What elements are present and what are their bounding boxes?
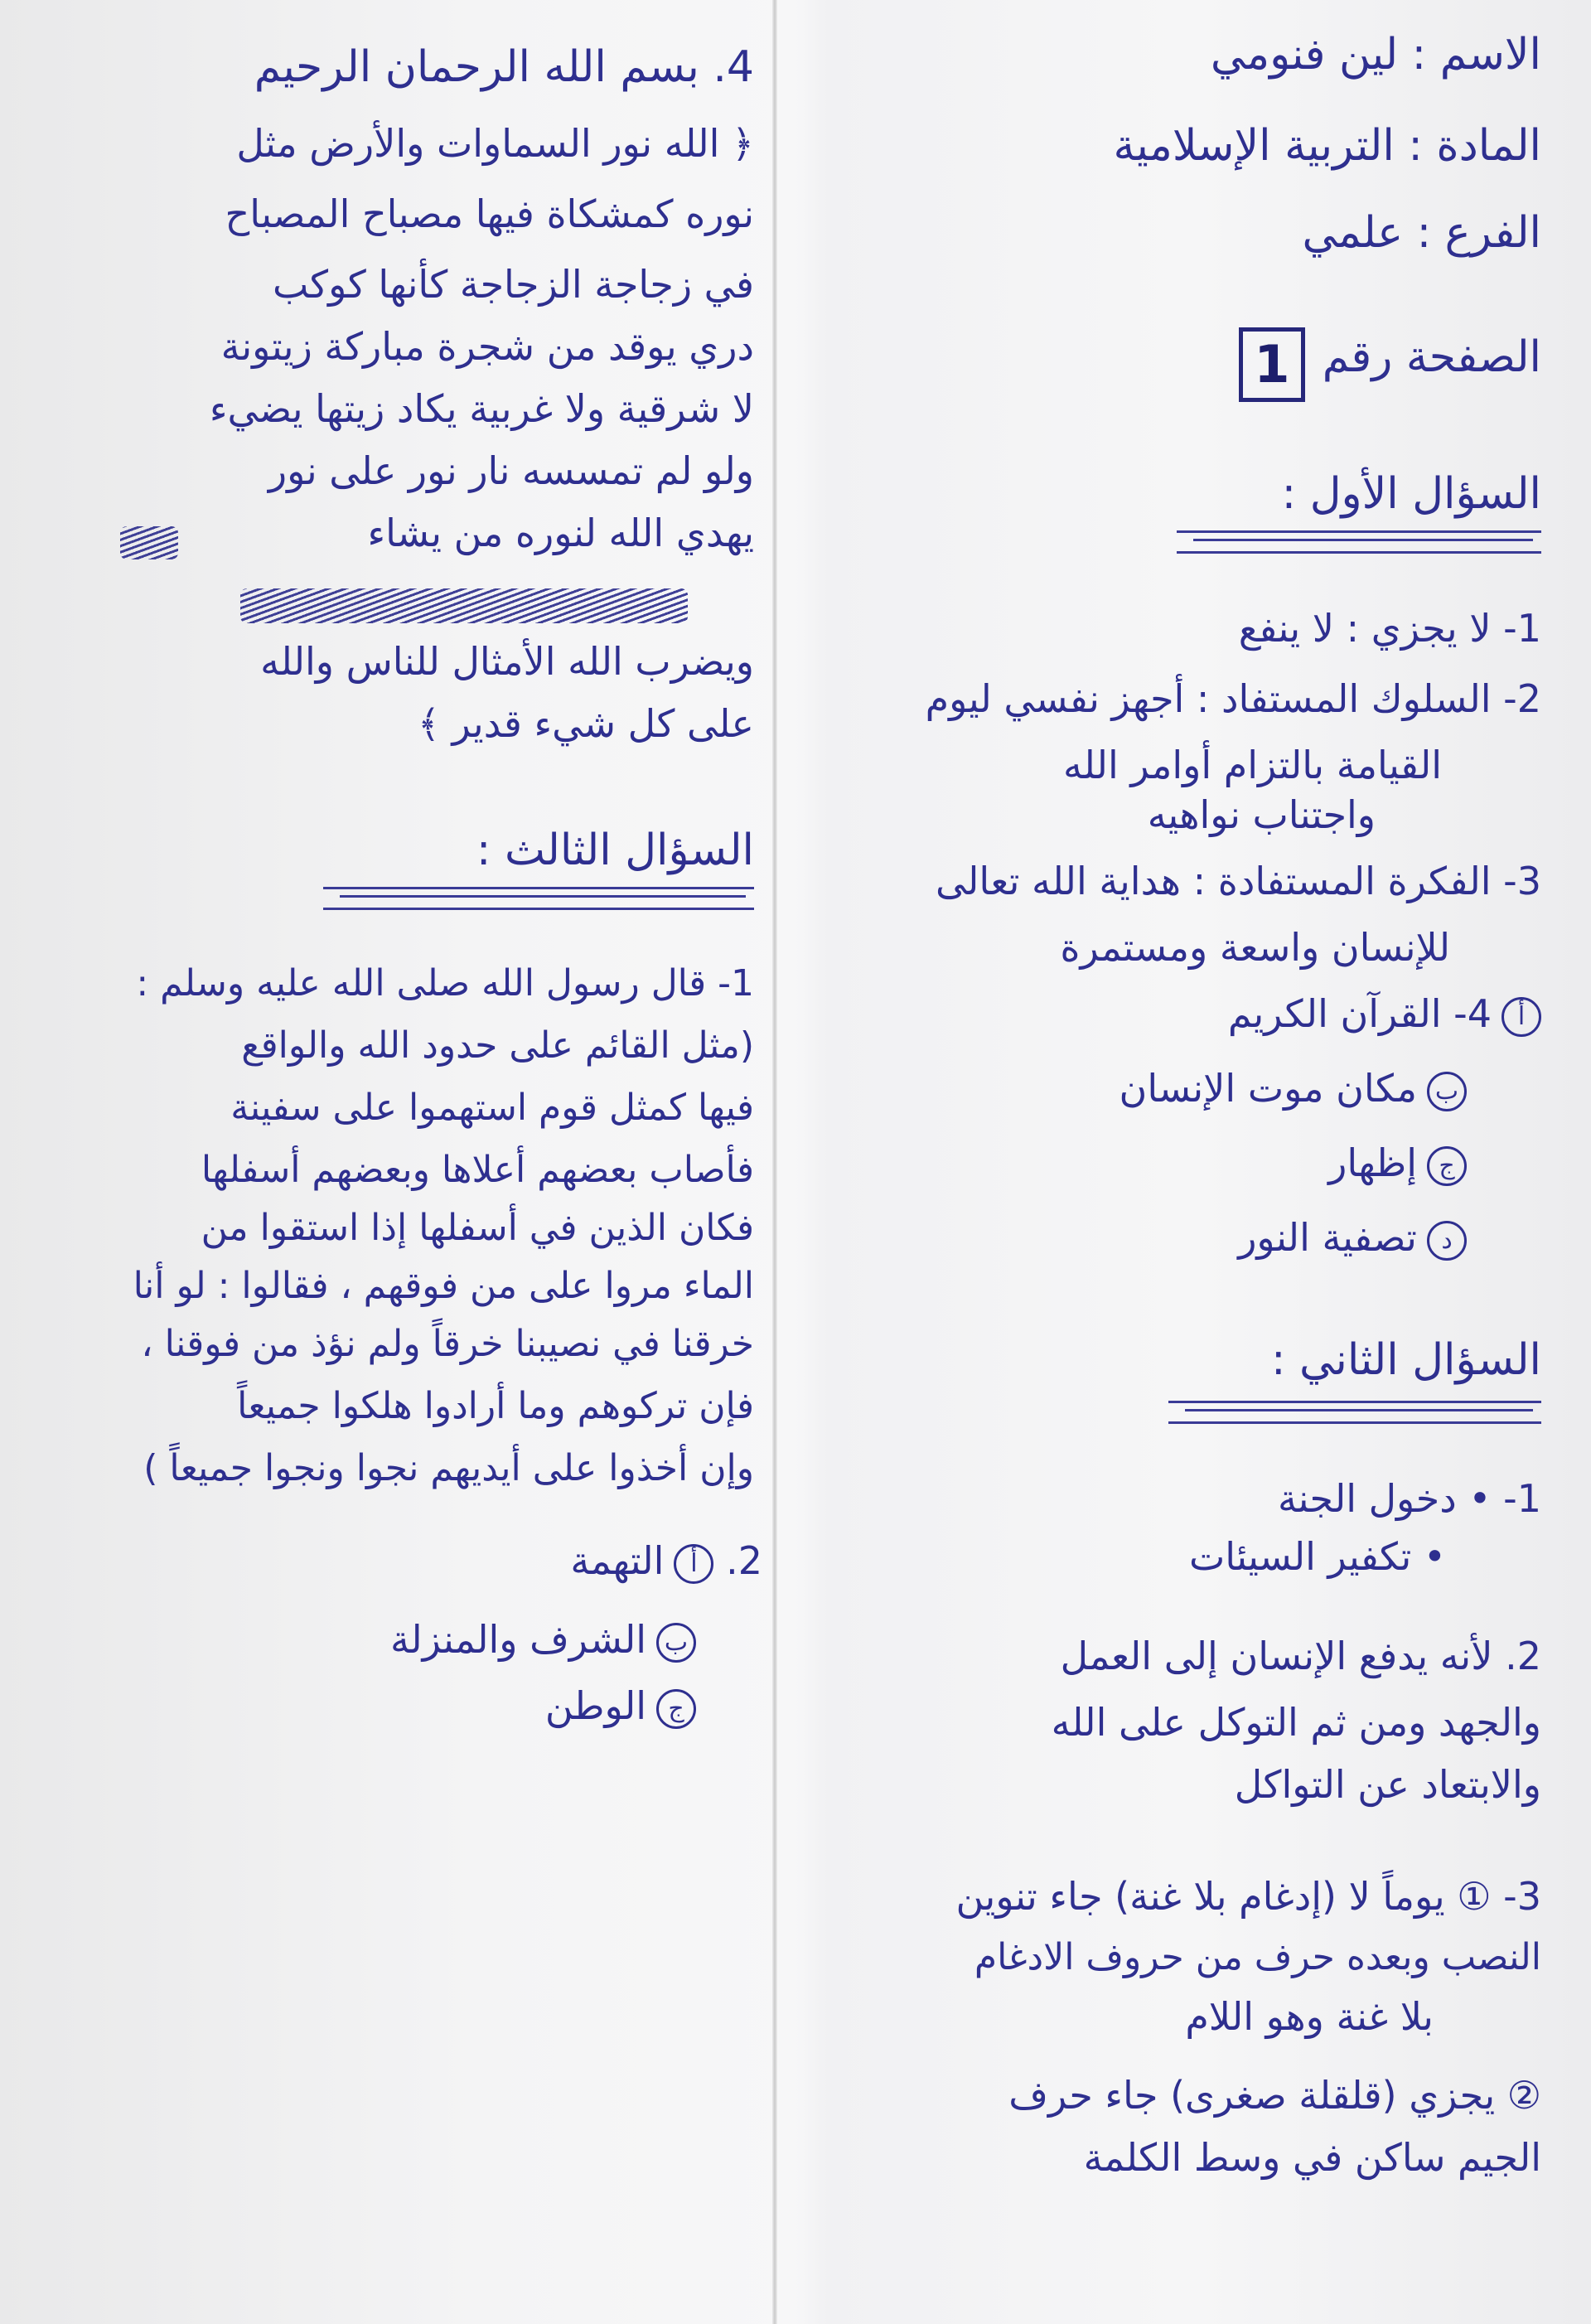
option-c-circle: ج — [1427, 1146, 1467, 1186]
page-fold — [772, 0, 777, 2324]
hadith-line-4: فأصاب بعضهم أعلاها وبعضهم أسفلها — [201, 1149, 754, 1191]
q2-line-9: ② يجزي (قلقلة صغرى) جاء حرف — [1008, 2073, 1541, 2118]
verse-line-7: يهدي الله لنوره من يشاء — [367, 511, 754, 555]
q2-line-10: الجيم ساكن في وسط الكلمة — [1083, 2135, 1541, 2180]
page-number-box: 1 — [1239, 327, 1305, 402]
crossed-out-line — [240, 588, 688, 623]
q1-line-2: 2- السلوك المستفاد : أجهز نفسي ليوم — [925, 676, 1541, 721]
q2-line-6: 3- ① يوماً لا (إدغام بلا غنة) جاء تنوين — [955, 1874, 1541, 1919]
q1-option-c: جإظهار — [1328, 1144, 1467, 1186]
q1-title: السؤال الأول : — [1281, 469, 1541, 519]
answer-c-circle: ج — [656, 1689, 696, 1729]
q2-line-3: 2. لأنه يدفع الإنسان إلى العمل — [1060, 1634, 1541, 1678]
hadith-line-8: فإن تركوهم وما أرادوا هلكوا جميعاً — [237, 1385, 754, 1427]
q2-line-5: والابتعاد عن التواكل — [1234, 1762, 1541, 1807]
hadith-line-3: فيها كمثل قوم استهموا على سفينة — [230, 1087, 754, 1129]
crossed-out-word — [120, 526, 178, 559]
basmala-line: 4. بسم الله الرحمان الرحيم — [254, 42, 754, 92]
q1-line-7: أ4- القرآن الكريم — [1228, 995, 1541, 1037]
q1-line-6: للإنسان واسعة ومستمرة — [1060, 925, 1450, 970]
hadith-line-5: فكان الذين في أسفلها إذا استقوا من — [201, 1207, 754, 1249]
verse-line-3: في زجاجة الزجاجة كأنها كوكب — [273, 262, 754, 307]
option-d-circle: د — [1427, 1221, 1467, 1261]
verse-line-6: ولو لم تمسسه نار نور على نور — [268, 448, 754, 493]
q2-line-1: 1- • دخول الجنة — [1277, 1476, 1541, 1521]
student-name: الاسم : لين فنومي — [1210, 30, 1541, 80]
verse-line-2: نوره كمشكاة فيها مصباح المصباح — [225, 191, 754, 236]
q3-answer-b: بالشرف والمنزلة — [390, 1620, 696, 1663]
q1-line-3: القيامة بالتزام أوامر الله — [1063, 743, 1442, 787]
verse-line-4: دري يوقد من شجرة مباركة زيتونة — [220, 324, 754, 369]
q3-title-underline — [323, 887, 754, 910]
q1-line-4: واجتناب نواهيه — [1147, 792, 1376, 837]
verse-line-8: ويضرب الله الأمثال للناس والله — [260, 639, 754, 684]
q3-title: السؤال الثالث : — [476, 826, 754, 875]
page-label: الصفحة رقم — [1322, 332, 1541, 382]
q3-part-2-label: 2. — [726, 1538, 762, 1583]
verse-line-9: على كل شيء قدير ﴾ — [417, 701, 754, 746]
q1-title-underline — [1177, 530, 1541, 554]
q2-line-7: النصب وبعده حرف من حروف الادغام — [974, 1936, 1541, 1978]
branch-line: الفرع : علمي — [1302, 208, 1541, 258]
answer-b-circle: ب — [656, 1623, 696, 1663]
hadith-line-9: وإن أخذوا على أيديهم نجوا ونجوا جميعاً ) — [143, 1447, 754, 1489]
q3-answer-c: جالوطن — [545, 1687, 696, 1729]
answer-a-circle: أ — [674, 1544, 713, 1584]
q2-line-2: • تكفير السيئات — [1188, 1534, 1446, 1579]
hadith-line-1: 1- قال رسول الله صلى الله عليه وسلم : — [136, 962, 754, 1005]
q1-line-5: 3- الفكرة المستفادة : هداية الله تعالى — [936, 859, 1541, 903]
subject-line: المادة : التربية الإسلامية — [1113, 121, 1541, 171]
hadith-line-7: خرقنا في نصيبنا خرقاً ولم نؤذ من فوقنا ، — [141, 1323, 754, 1365]
q2-line-8: بلا غنة وهو اللام — [1185, 1994, 1434, 2039]
verse-line-1: ﴿ الله نور السماوات والأرض مثل — [236, 121, 754, 166]
q3-answer-a: 2. أالتهمة — [570, 1538, 762, 1583]
q1-option-b: بمكان موت الإنسان — [1120, 1069, 1467, 1111]
hadith-line-6: الماء مروا على من فوقهم ، فقالوا : لو أنا — [133, 1265, 754, 1307]
q2-line-4: والجهد ومن ثم التوكل على الله — [1051, 1700, 1541, 1745]
q1-line-1: 1- لا يجزي : لا ينفع — [1238, 606, 1541, 651]
q1-option-d: دتصفية النور — [1238, 1218, 1467, 1261]
q2-title: السؤال الثاني : — [1271, 1335, 1541, 1385]
q2-title-underline — [1168, 1401, 1541, 1424]
option-a-circle: أ — [1502, 997, 1541, 1037]
verse-line-5: لا شرقية ولا غربية يكاد زيتها يضيء — [209, 386, 754, 431]
option-b-circle: ب — [1427, 1072, 1467, 1111]
hadith-line-2: (مثل القائم على حدود الله والواقع — [241, 1024, 754, 1067]
